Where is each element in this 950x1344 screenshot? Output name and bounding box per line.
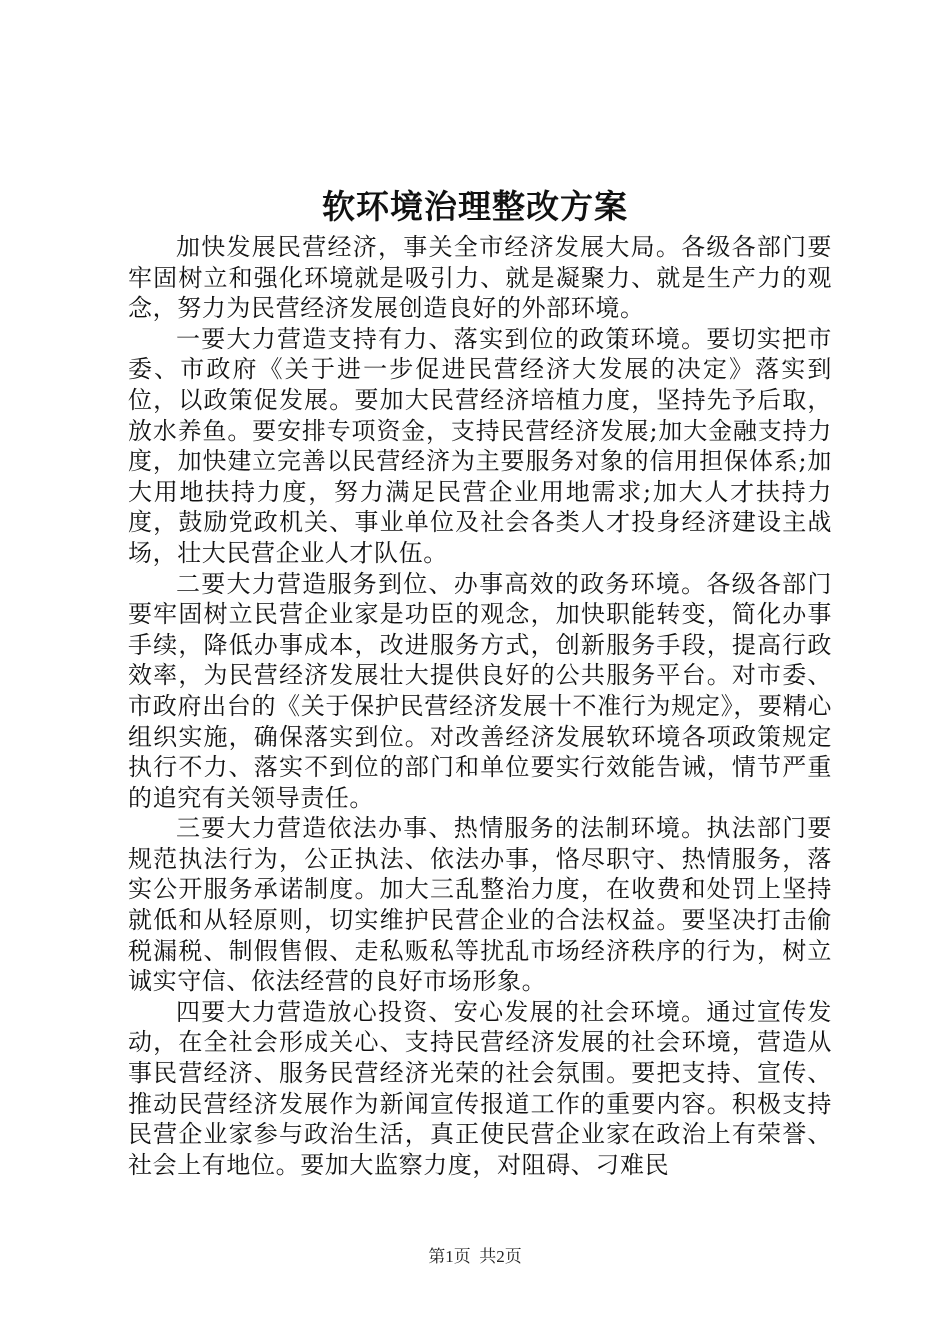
document-title: 软环境治理整改方案 [322, 187, 628, 226]
paragraph-policy-environment: 一要大力营造支持有力、落实到位的政策环境。要切实把市委、市政府《关于进一步促进民营经济大发展的决定》落实到位，以政策促发展。要加大民营经济培植力度，坚持先予后取，放水养鱼。要安排专项资金，支持民营经济发展;加大金融支持力度，加快建立完善以民营经济为主要服务对象的信用担保体系;加大用地扶持力度，努力满足民营企业用地需求;加大人才扶持力度，鼓励党政机关、事业单位及社会各类人才投身经济建设主战场，壮大民营企业人才队伍。 [128, 324, 832, 567]
paragraph-social-environment: 四要大力营造放心投资、安心发展的社会环境。通过宣传发动，在全社会形成关心、支持民营经济发展的社会环境，营造从事民营经济、服务民营经济光荣的社会氛围。要把支持、宣传、推动民营经济发展作为新闻宣传报道工作的重要内容。积极支持民营企业家参与政治生活，真正使民营企业家在政治上有荣誉、社会上有地位。要加大监察力度，对阻碍、刁难民 [128, 997, 832, 1179]
document-body [128, 232, 832, 1180]
paragraph-intro: 加快发展民营经济，事关全市经济发展大局。各级各部门要牢固树立和强化环境就是吸引力、就是凝聚力、就是生产力的观念，努力为民营经济发展创造良好的外部环境。 [128, 233, 832, 323]
paragraph-government-environment: 二要大力营造服务到位、办事高效的政务环境。各级各部门要牢固树立民营企业家是功臣的观念，加快职能转变，简化办事手续，降低办事成本，改进服务方式，创新服务手段，提高行政效率，为民营经济发展壮大提供良好的公共服务平台。对市委、市政府出台的《关于保护民营经济发展十不准行为规定》，要精心组织实施，确保落实到位。对改善经济发展软环境各项政策规定执行不力、落实不到位的部门和单位要实行效能告诫，情节严重的追究有关领导责任。 [128, 569, 832, 812]
page-number: 第1页 共2页 [428, 1247, 522, 1266]
paragraph-legal-environment: 三要大力营造依法办事、热情服务的法制环境。执法部门要规范执法行为，公正执法、依法办事，恪尽职守、热情服务，落实公开服务承诺制度。加大三乱整治力度，在收费和处罚上坚持就低和从轻原则，切实维护民营企业的合法权益。要坚决打击偷税漏税、制假售假、走私贩私等扰乱市场经济秩序的行为，树立诚实守信、依法经营的良好市场形象。 [128, 814, 832, 996]
page-footer [0, 1242, 950, 1267]
